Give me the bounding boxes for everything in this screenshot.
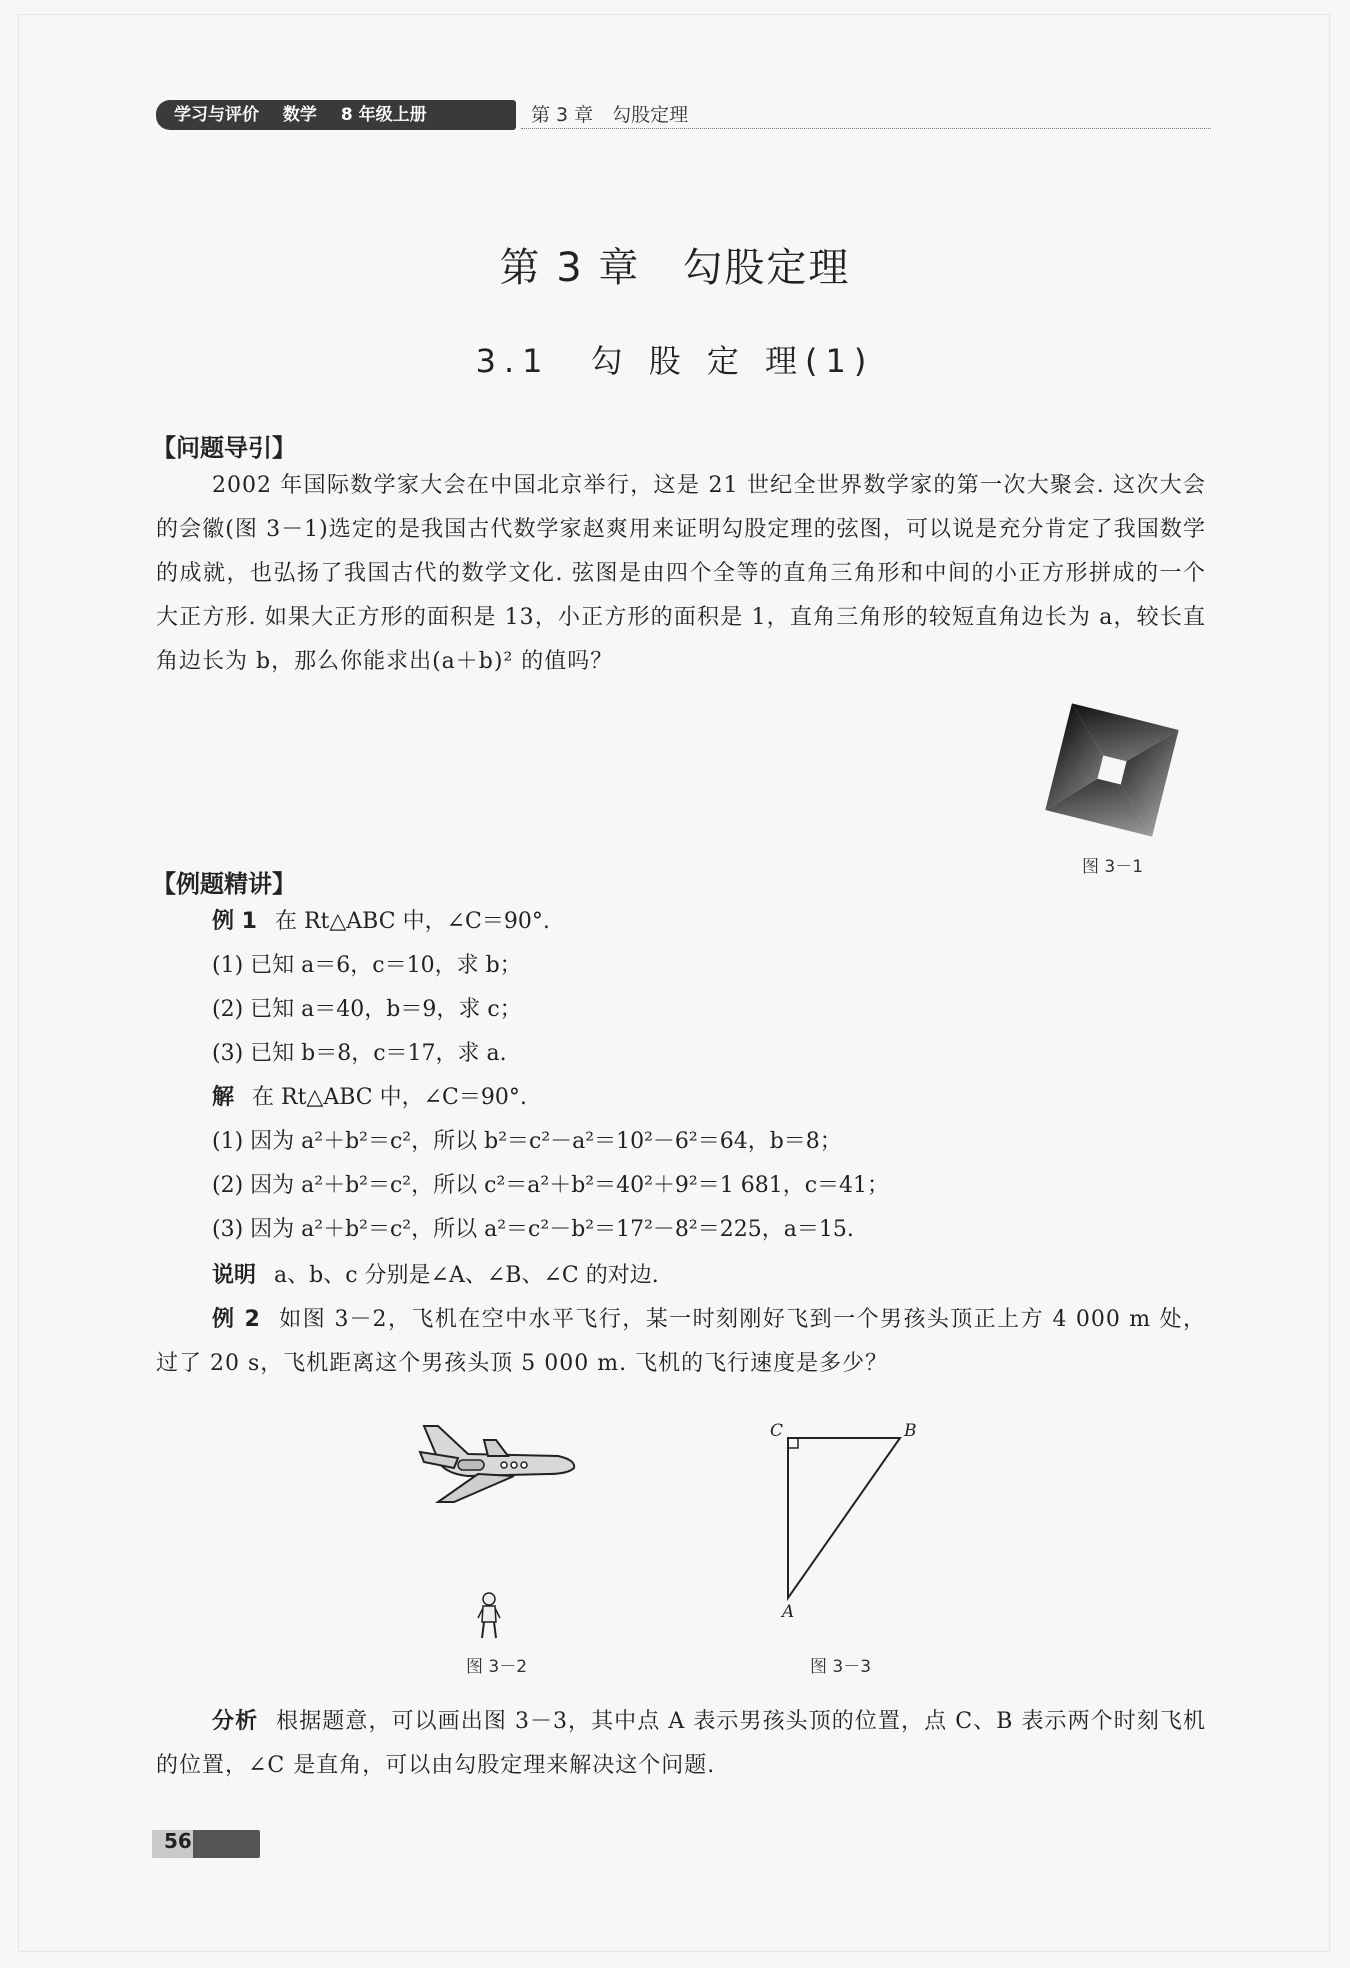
example-2	[156, 1298, 1206, 1386]
book-subject: 数学	[282, 105, 317, 125]
example-1-q1: (1) 已知 a＝6，c＝10，求 b；	[212, 953, 522, 978]
chapter-title: 第 3 章 勾股定理	[499, 245, 851, 291]
running-header	[156, 100, 1211, 130]
solution	[212, 1076, 527, 1120]
figure-3-2-boy	[476, 1592, 502, 1640]
vertex-c-label: C	[770, 1421, 784, 1441]
section-title: 3.1 勾 股 定 理(1)	[475, 342, 875, 380]
figure-3-1-caption: 图 3－1	[1082, 857, 1144, 877]
example-1-label: 例 1	[212, 909, 257, 934]
header-rule	[521, 128, 1211, 129]
note-text: a、b、c 分别是∠A、∠B、∠C 的对边.	[274, 1263, 659, 1288]
example-1-q3: (3) 已知 b＝8，c＝17，求 a.	[212, 1041, 507, 1066]
intro-heading: 【问题导引】	[152, 434, 296, 462]
page-number: 56	[164, 1829, 192, 1853]
figure-3-2-caption: 图 3－2	[466, 1657, 528, 1677]
book-badge	[156, 100, 516, 130]
example-2-text: 如图 3－2，飞机在空中水平飞行，某一时刻刚好飞到一个男孩头顶正上方 4 000 m 处，过了 20 s，飞机距离这个男孩头顶 5 000 m. 飞机的飞行速度是多少？	[156, 1307, 1206, 1376]
intro-paragraph: 2002 年国际数学家大会在中国北京举行，这是 21 世纪全世界数学家的第一次大聚会. 这次大会的会徽(图 3－1)选定的是我国古代数学家赵爽用来证明勾股定理的弦图，可以说是充分肯定了我国数学的成就，也弘扬了我国古代的数学文化. 弦图是由四个全等的直角三角形和中间的小正方形拼成的一个大正方形. 如果大正方形的面积是 13，小正方形的面积是 1，直角三角形的较短直角边长为 a，较长直角边长为 b，那么你能求出(a＋b)² 的值吗？	[156, 473, 1206, 674]
solution-2: (2) 因为 a²＋b²＝c²，所以 c²＝a²＋b²＝40²＋9²＝1 681，c＝41；	[212, 1173, 890, 1198]
vertex-b-label: B	[904, 1421, 917, 1441]
examples-heading: 【例题精讲】	[152, 870, 296, 898]
analysis	[156, 1700, 1206, 1788]
solution-3: (3) 因为 a²＋b²＝c²，所以 a²＝c²－b²＝17²－8²＝225，a＝15.	[212, 1217, 854, 1242]
book-grade: 8 年级上册	[340, 105, 427, 125]
running-chapter: 第 3 章 勾股定理	[531, 104, 689, 126]
note-label: 说明	[212, 1263, 257, 1288]
example-1	[212, 900, 550, 944]
analysis-label: 分析	[212, 1709, 259, 1734]
figure-3-1-xian-diagram	[1042, 700, 1182, 840]
example-1-text: 在 Rt△ABC 中，∠C＝90°.	[274, 909, 550, 934]
figure-3-3-triangle	[768, 1420, 928, 1620]
book-title: 学习与评价	[174, 105, 259, 125]
analysis-text: 根据题意，可以画出图 3－3，其中点 A 表示男孩头顶的位置，点 C、B 表示两个时刻飞机的位置，∠C 是直角，可以由勾股定理来解决这个问题.	[156, 1709, 1206, 1778]
example-1-q2: (2) 已知 a＝40，b＝9，求 c；	[212, 997, 522, 1022]
vertex-a-label: A	[782, 1602, 795, 1620]
note	[212, 1254, 659, 1298]
solution-text: 在 Rt△ABC 中，∠C＝90°.	[252, 1085, 527, 1110]
solution-label: 解	[212, 1085, 235, 1110]
solution-1: (1) 因为 a²＋b²＝c²，所以 b²＝c²－a²＝10²－6²＝64，b＝8；	[212, 1129, 842, 1154]
example-2-label: 例 2	[212, 1307, 261, 1332]
figure-3-3-caption: 图 3－3	[810, 1657, 872, 1677]
figure-3-2-airplane	[418, 1418, 580, 1506]
